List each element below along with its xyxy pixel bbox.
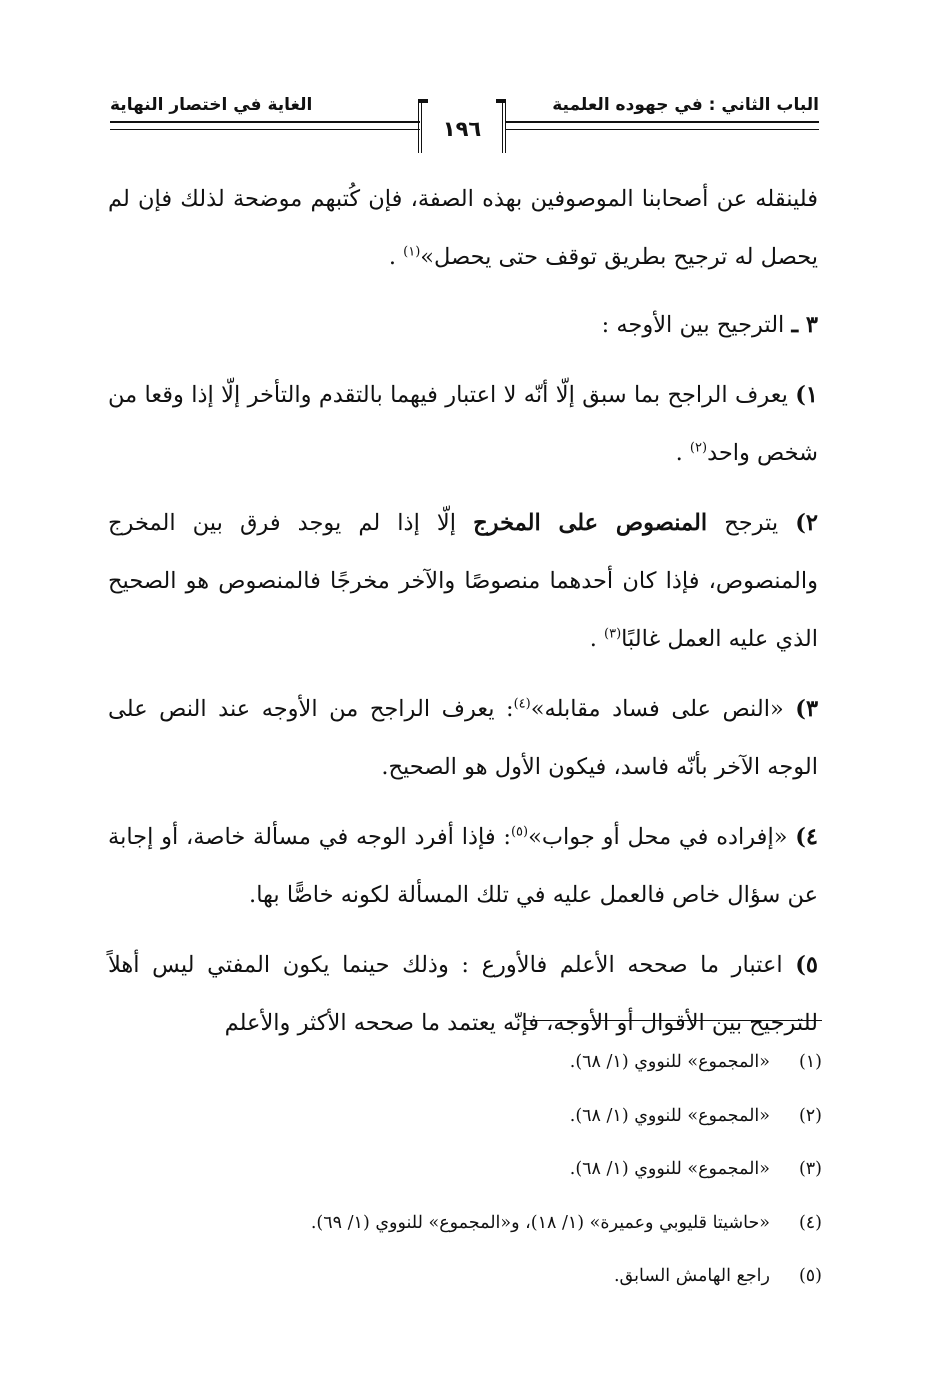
item-number: ١) <box>795 382 818 408</box>
footnote <box>102 1250 822 1304</box>
paragraph-continuation <box>108 170 818 286</box>
page-number: ١٩٦ <box>442 117 482 141</box>
footnote-number: (١) <box>798 1052 822 1072</box>
item-text: إلّا إذا لم يوجد فرق بين المخرج والمنصوص، فإذا كان أحدهما منصوصًا والآخر مخرجًا فالمنصوص هو الصحيح الذي عليه العمل غالبًا <box>108 510 818 652</box>
item-text: يعرف الراجح بما سبق إلّا أنّه لا اعتبار فيهما بالتقدم والتأخر إلّا إذا وقعا من شخص واحد <box>108 382 818 466</box>
item-bold-term: المنصوص على المخرج <box>473 510 708 536</box>
footnote-separator <box>525 1020 822 1021</box>
item-text: : فإذا أفرد الوجه في مسألة خاصة، أو إجابة عن سؤال خاص فالعمل عليه في تلك المسألة لكونه خاصًّا بها. <box>108 824 818 908</box>
running-header-book-title: الغاية في اختصار النهاية <box>110 95 313 115</box>
item-text: اعتبار ما صححه الأعلم فالأورع : وذلك حينما يكون المفتي ليس أهلاً للترجيح بين الأقوال أو الأوجه، فإنّه يعتمد ما صححه الأكثر والأعلم <box>108 952 818 1036</box>
item-text: : يعرف الراجح من الأوجه عند النص على الوجه الآخر بأنّه فاسد، فيكون الأول هو الصحيح. <box>108 696 818 780</box>
footnote-text: «حاشيتا قليوبي وعميرة» (١/ ١٨)، و«المجموع» للنووي (١/ ٦٩). <box>310 1212 770 1233</box>
item-end: . <box>675 440 683 466</box>
section-heading <box>108 296 818 354</box>
list-item <box>108 494 818 668</box>
footnote-number: (٤) <box>798 1212 822 1233</box>
footnote-text: «المجموع» للنووي (١/ ٦٨). <box>569 1159 770 1179</box>
item-lead-text: يترجح <box>724 510 779 536</box>
item-number: ٣) <box>795 696 819 722</box>
footnote-number: (٢) <box>798 1105 822 1126</box>
footnote-ref: (٥) <box>510 824 529 840</box>
list-item <box>108 936 818 1052</box>
paragraph-text: فلينقله عن أصحابنا الموصوفين بهذه الصفة، فإن كُتبهم موضحة لذلك فإن لم يحصل له ترجيح بطريق توقف حتى يحصل» <box>108 186 818 270</box>
footnote-ref: (٢) <box>689 440 708 456</box>
footnote-text: راجع الهامش السابق. <box>613 1266 770 1286</box>
item-number: ٥) <box>795 952 819 978</box>
item-end: . <box>589 626 597 652</box>
footnote-ref: (٤) <box>513 696 531 712</box>
item-quoted-term: «النص على فساد مقابله» <box>530 696 784 722</box>
header-rule-left <box>110 121 420 130</box>
footnote-number: (٥) <box>798 1266 822 1286</box>
footnote-ref: (٣) <box>604 626 622 642</box>
header-rule-right <box>505 121 819 130</box>
list-item <box>108 808 818 924</box>
footnote <box>102 1143 822 1197</box>
item-number: ٤) <box>795 824 819 850</box>
footnotes <box>102 1036 822 1304</box>
list-item <box>108 680 818 796</box>
footnote-number: (٣) <box>798 1159 822 1179</box>
section-title: الترجيح بين الأوجه : <box>601 312 785 338</box>
list-item <box>108 366 818 482</box>
item-number: ٢) <box>795 510 819 536</box>
item-quoted-term: «إفراده في محل أو جواب» <box>528 824 788 850</box>
section-number: ٣ ـ <box>791 312 818 338</box>
main-text <box>108 170 818 1064</box>
page-number-frame <box>418 103 506 153</box>
footnote <box>102 1036 822 1090</box>
footnote-text: «المجموع» للنووي (١/ ٦٨). <box>569 1105 770 1126</box>
footnote <box>102 1197 822 1251</box>
running-header-chapter: الباب الثاني : في جهوده العلمية <box>552 95 819 115</box>
paragraph-end: . <box>388 244 396 270</box>
footnote <box>102 1090 822 1144</box>
footnote-text: «المجموع» للنووي (١/ ٦٨). <box>569 1052 770 1072</box>
footnote-ref: (١) <box>403 244 421 260</box>
